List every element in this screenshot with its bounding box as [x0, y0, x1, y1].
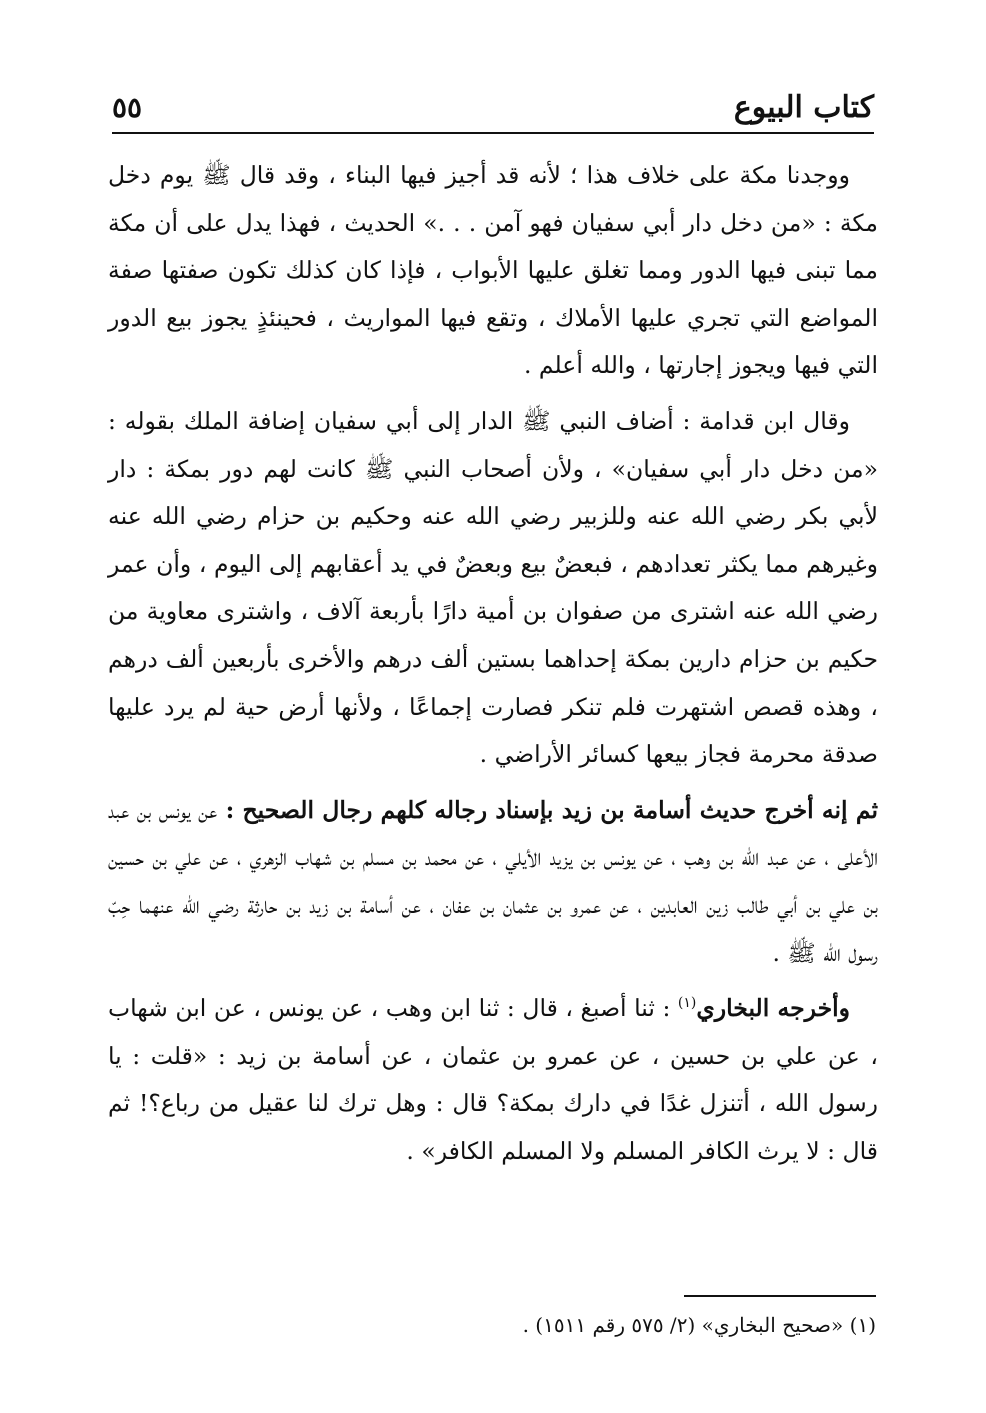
paragraph-heading-text: ثم إنه أخرج حديث أسامة بن زيد بإسناد رجاله كلهم رجال الصحيح :	[217, 795, 878, 824]
paragraph	[108, 152, 878, 390]
running-title: كتاب البيوع	[733, 90, 874, 125]
footnote-marker: (١)	[677, 995, 697, 1012]
page-number: ٥٥	[112, 91, 143, 124]
page-header	[112, 84, 874, 134]
paragraph-text: وقال ابن قدامة : أضاف النبي ﷺ الدار إلى أبي سفيان إضافة الملك بقوله : «من دخل دار أبي سفيان» ، ولأن أصحاب النبي ﷺ كانت لهم دور بمكة : دار لأبي بكر رضي الله عنه وللزبير رضي الله عنه وحكيم بن حزام رضي الله عنه وغيرهم مما يكثر تعدادهم ، فبعضٌ بيع وبعضٌ في يد أعقابهم إلى اليوم ، وأن عمر رضي الله عنه اشترى من صفوان بن أمية دارًا بأربعة آلاف ، واشترى معاوية من حكيم بن حزام دارين بمكة إحداهما بستين ألف درهم والأخرى بأربعين ألف درهم ، وهذه قصص اشتهرت فلم تنكر فصارت إجماعًا ، ولأنها أرض حية لم يرد عليها صدقة محرمة فجاز بيعها كسائر الأراضي .	[108, 406, 878, 769]
page-body	[108, 152, 878, 1175]
footnote-rule	[684, 1295, 876, 1297]
paragraph-text: عن يونس بن عبد الأعلى ، عن عبد الله بن وهب ، عن يونس بن يزيد الأيلي ، عن محمد بن مسلم بن شهاب الزهري ، عن علي بن حسين بن علي بن أبي طالب زين العابدين ، عن عمرو بن عثمان بن عفان ، عن أسامة بن زيد بن حارثة رضي الله عنهما حِبّ رسول الله ﷺ .	[108, 795, 879, 967]
paragraph-heading-text: وأخرجه البخاري	[696, 994, 850, 1023]
paragraph-text: : ثنا أصبغ ، قال : ثنا ابن وهب ، عن يونس ، عن ابن شهاب ، عن علي بن حسين ، عن عمرو بن عثمان ، عن أسامة بن زيد : «قلت : يا رسول الله ، أتنزل غدًا في دارك بمكة؟ قال : وهل ترك لنا عقيل من رباع؟! ثم قال : لا يرث الكافر المسلم ولا المسلم الكافر» .	[108, 994, 878, 1165]
header-rule	[112, 132, 874, 134]
paragraph	[108, 787, 878, 977]
footnote: (١) «صحيح البخاري» (٢/ ٥٧٥ رقم ١٥١١) .	[522, 1313, 876, 1337]
paragraph	[108, 985, 878, 1175]
paragraph-text: ووجدنا مكة على خلاف هذا ؛ لأنه قد أجيز فيها البناء ، وقد قال ﷺ يوم دخل مكة : «من دخل دار أبي سفيان فهو آمن . . .» الحديث ، فهذا يدل على أن مكة مما تبنى فيها الدور ومما تغلق عليها الأبواب ، فإذا كان كذلك تكون صفتها صفة المواضع التي تجري عليها الأملاك ، وتقع فيها المواريث ، فحينئذٍ يجوز بيع الدور التي فيها ويجوز إجارتها ، والله أعلم .	[108, 161, 878, 380]
paragraph	[108, 398, 878, 779]
